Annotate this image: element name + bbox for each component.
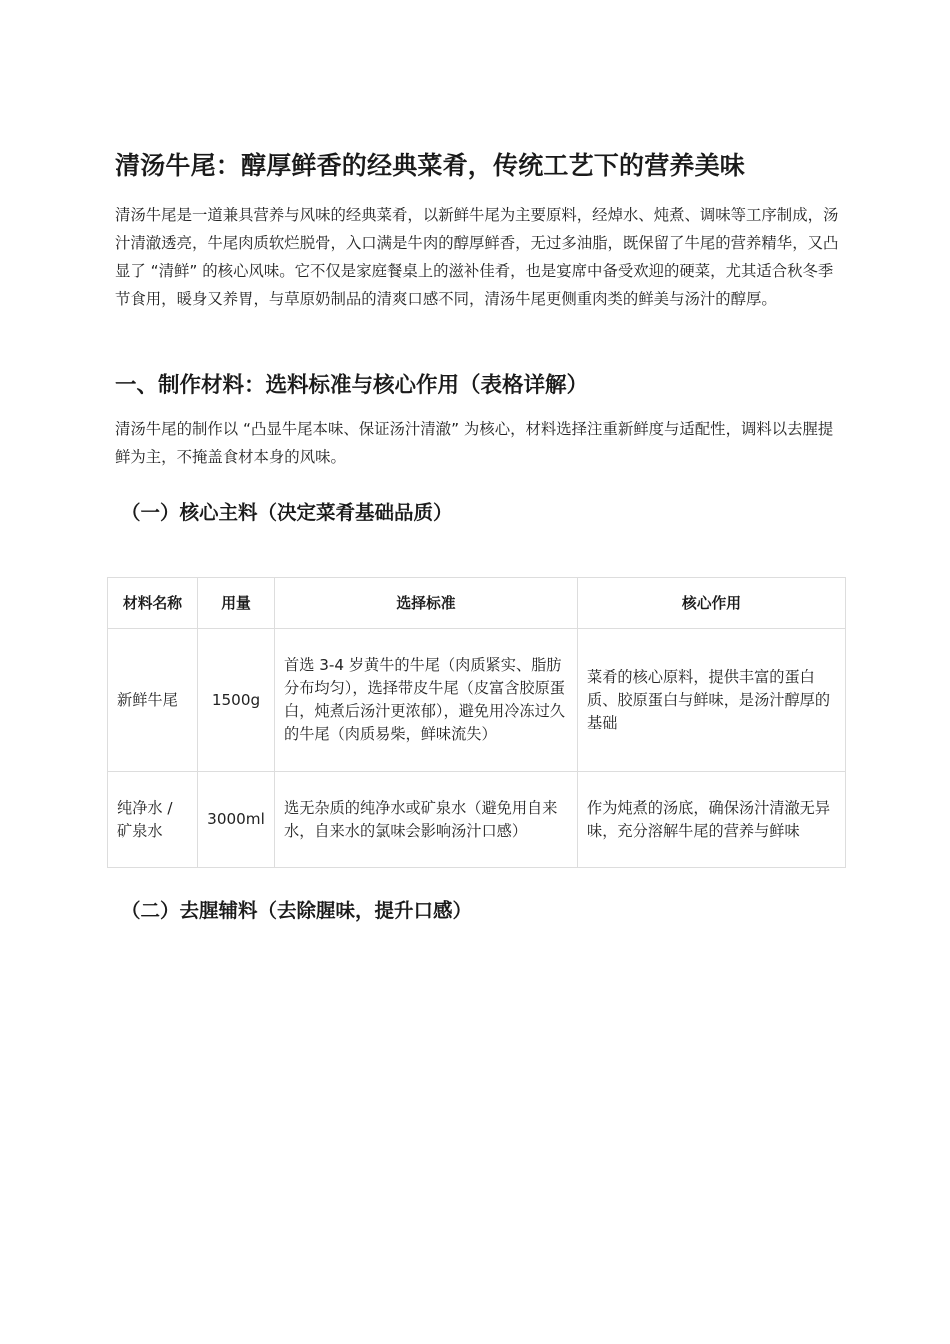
- cell-standard: 首选 3-4 岁黄牛的牛尾（肉质紧实、脂肪分布均匀），选择带皮牛尾（皮富含胶原蛋白，炖煮后汤汁更浓郁），避免用冷冻过久的牛尾（肉质易柴，鲜味流失）: [275, 629, 578, 772]
- table-row: [108, 772, 846, 868]
- subsection-heading-deodorizing-ingredients: （二）去腥辅料（去除腥味，提升口感）: [121, 899, 473, 922]
- article-title: 清汤牛尾：醇厚鲜香的经典菜肴，传统工艺下的营养美味: [115, 151, 746, 180]
- section-heading-materials: 一、制作材料：选料标准与核心作用（表格详解）: [115, 373, 589, 398]
- table-row: [108, 629, 846, 772]
- cell-amount: 3000ml: [198, 772, 275, 868]
- intro-paragraph: 清汤牛尾是一道兼具营养与风味的经典菜肴，以新鲜牛尾为主要原料，经焯水、炖煮、调味等工序制成，汤汁清澈透亮，牛尾肉质软烂脱骨，入口满是牛肉的醇厚鲜香，无过多油脂，既保留了牛尾的营养精华，又凸显了 “清鲜” 的核心风味。它不仅是家庭餐桌上的滋补佳肴，也是宴席中备受欢迎的硬菜，尤其适合秋冬季节食用，暖身又养胃，与草原奶制品的清爽口感不同，清汤牛尾更侧重肉类的鲜美与汤汁的醇厚。: [115, 206, 839, 308]
- main-ingredients-table: [107, 577, 846, 868]
- cell-role: 作为炖煮的汤底，确保汤汁清澈无异味，充分溶解牛尾的营养与鲜味: [578, 772, 846, 868]
- cell-name: 纯净水 / 矿泉水: [108, 772, 198, 868]
- subsection-heading-main-ingredients: （一）核心主料（决定菜肴基础品质）: [121, 501, 453, 524]
- cell-role: 菜肴的核心原料，提供丰富的蛋白质、胶原蛋白与鲜味，是汤汁醇厚的基础: [578, 629, 846, 772]
- header-amount: 用量: [198, 578, 275, 629]
- cell-name: 新鲜牛尾: [108, 629, 198, 772]
- cell-amount: 1500g: [198, 629, 275, 772]
- cell-standard: 选无杂质的纯净水或矿泉水（避免用自来水，自来水的氯味会影响汤汁口感）: [275, 772, 578, 868]
- section-description: 清汤牛尾的制作以 “凸显牛尾本味、保证汤汁清澈” 为核心，材料选择注重新鲜度与适配性，调料以去腥提鲜为主，不掩盖食材本身的风味。: [115, 420, 834, 466]
- header-standard: 选择标准: [275, 578, 578, 629]
- table-header-row: [108, 578, 846, 629]
- header-name: 材料名称: [108, 578, 198, 629]
- header-role: 核心作用: [578, 578, 846, 629]
